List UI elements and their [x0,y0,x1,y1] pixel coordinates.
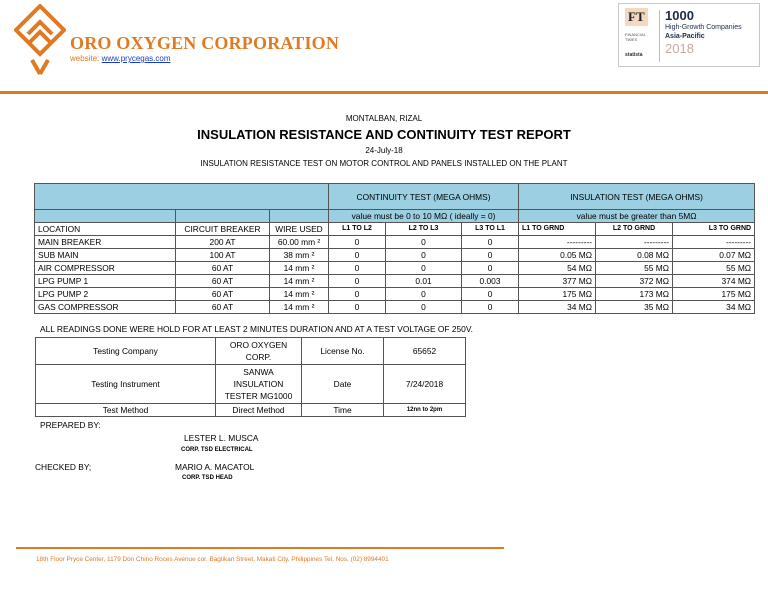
col-header-l3-l1: L3 TO L1 [462,223,519,236]
date-value: 7/24/2018 [384,365,466,404]
table-cell: MAIN BREAKER [35,236,176,249]
column-header-row [35,223,755,236]
company-name: ORO OXYGEN CORPORATION [70,33,340,53]
website-label: website: [70,54,100,63]
table-cell: --------- [673,236,755,249]
insulation-header: INSULATION TEST (MEGA OHMS) [519,184,755,210]
table-row [35,288,755,301]
badge-year: 2018 [665,41,694,56]
table-cell: 0 [386,262,462,275]
table-cell: 60 AT [176,262,270,275]
time-label: Time [302,404,384,417]
blank-header [35,184,329,210]
table-cell: 60 AT [176,275,270,288]
footer-address: 18th Floor Pryce Center, 1179 Don Chino Roces Avenue cor. Bagtikan Street, Makati City, Philippines Tel. Nos. (02) 8994401 [36,556,389,563]
table-cell: 60 AT [176,288,270,301]
ft-logo: FT [625,8,648,26]
table-cell: 0 [329,275,386,288]
method-value: Direct Method [216,404,302,417]
table-row [35,236,755,249]
table-cell: 14 mm ² [270,288,329,301]
table-cell: 55 MΩ [596,262,673,275]
table-cell: --------- [596,236,673,249]
table-cell: 38 mm ² [270,249,329,262]
table-cell: 0 [462,249,519,262]
table-cell: LPG PUMP 1 [35,275,176,288]
table-cell: 0 [329,301,386,314]
testing-company-value: ORO OXYGEN CORP. [216,338,302,365]
table-cell: 173 MΩ [596,288,673,301]
table-cell: 14 mm ² [270,301,329,314]
time-value: 12nn to 2pm [384,404,466,417]
table-cell: 200 AT [176,236,270,249]
table-cell: AIR COMPRESSOR [35,262,176,275]
table-cell: 0 [462,301,519,314]
col-header-wire: WIRE USED [270,223,329,236]
badge-line1: High-Growth Companies [665,24,742,31]
table-cell: 0.003 [462,275,519,288]
company-logo [14,4,66,76]
header-rule [0,91,768,94]
table-cell: 372 MΩ [596,275,673,288]
test-results-table [34,183,755,314]
table-header-row-1 [35,184,755,210]
table-cell: 374 MΩ [673,275,755,288]
table-row [35,301,755,314]
table-cell: 175 MΩ [519,288,596,301]
ft-small-text: FINANCIAL TIMES [625,32,646,42]
table-cell: 55 MΩ [673,262,755,275]
license-label: License No. [302,338,384,365]
table-row [35,275,755,288]
prepared-by-position: CORP. TSD ELECTRICAL [181,447,253,453]
table-cell: 34 MΩ [673,301,755,314]
table-cell: 34 MΩ [519,301,596,314]
table-cell: 0 [386,301,462,314]
table-header-row-2 [35,210,755,223]
table-cell: 0 [386,288,462,301]
prepared-by-name: LESTER L. MUSCA [184,433,259,443]
blank-cell [176,210,270,223]
table-cell: 0 [462,288,519,301]
table-cell: 14 mm ² [270,262,329,275]
license-value: 65652 [384,338,466,365]
prepared-by-label: PREPARED BY: [40,420,101,430]
badge-text [665,9,742,56]
instrument-label: Testing Instrument [36,365,216,404]
col-header-l1-grnd: L1 TO GRND [519,223,596,236]
table-cell: 0.08 MΩ [596,249,673,262]
test-info-table [35,337,466,417]
table-cell: 60 AT [176,301,270,314]
checked-by-label: CHECKED BY; [35,462,92,472]
table-cell: 0 [386,236,462,249]
readings-note: ALL READINGS DONE WERE HOLD FOR AT LEAST 2 MINUTES DURATION AND AT A TEST VOLTAGE OF 250V. [40,324,473,334]
blank-cell [270,210,329,223]
website-link[interactable]: www.prycegas.com [101,54,171,63]
table-cell: 0 [329,236,386,249]
table-cell: 175 MΩ [673,288,755,301]
report-location: MONTALBAN, RIZAL [345,114,423,123]
checked-by-position: CORP. TSD HEAD [182,475,233,481]
table-cell: 0.01 [386,275,462,288]
col-header-breaker: CIRCUIT BREAKER [176,223,270,236]
col-header-l3-grnd: L3 TO GRND [673,223,755,236]
table-cell: 0 [329,262,386,275]
checked-by-name: MARIO A. MACATOL [175,462,255,472]
report-date: 24-July-18 [365,146,403,155]
blank-cell [35,210,176,223]
table-cell: --------- [519,236,596,249]
col-header-l2-l3: L2 TO L3 [386,223,462,236]
method-label: Test Method [36,404,216,417]
table-row [35,249,755,262]
table-cell: 0 [462,236,519,249]
table-cell: 0 [329,288,386,301]
badge-divider [659,10,660,62]
col-header-l1-l2: L1 TO L2 [329,223,386,236]
report-title: INSULATION RESISTANCE AND CONTINUITY TEST REPORT [197,127,571,142]
website-line [70,54,171,63]
date-label: Date [302,365,384,404]
statista-logo: statista [625,52,643,58]
table-body [35,236,755,314]
table-cell: 377 MΩ [519,275,596,288]
table-cell: 60.00 mm ² [270,236,329,249]
continuity-note: value must be 0 to 10 MΩ ( ideally = 0) [329,210,519,223]
table-cell: SUB MAIN [35,249,176,262]
report-subtitle: INSULATION RESISTANCE TEST ON MOTOR CONTROL AND PANELS INSTALLED ON THE PLANT [200,159,568,168]
continuity-header: CONTINUITY TEST (MEGA OHMS) [329,184,519,210]
col-header-l2-grnd: L2 TO GRND [596,223,673,236]
testing-company-label: Testing Company [36,338,216,365]
col-header-location: LOCATION [35,223,176,236]
table-cell: 0 [329,249,386,262]
insulation-note: value must be greater than 5MΩ [519,210,755,223]
badge-number: 1000 [665,8,694,23]
badge-line2: Asia-Pacific [665,33,705,40]
footer-rule [16,547,504,549]
table-cell: 100 AT [176,249,270,262]
table-cell: 14 mm ² [270,275,329,288]
ft-1000-badge [618,3,760,67]
table-cell: 35 MΩ [596,301,673,314]
table-cell: 0.07 MΩ [673,249,755,262]
table-row [35,262,755,275]
table-cell: 0 [462,262,519,275]
instrument-value: SANWA INSULATION TESTER MG1000 [216,365,302,404]
table-cell: GAS COMPRESSOR [35,301,176,314]
table-cell: 54 MΩ [519,262,596,275]
table-cell: LPG PUMP 2 [35,288,176,301]
table-cell: 0 [386,249,462,262]
table-cell: 0.05 MΩ [519,249,596,262]
